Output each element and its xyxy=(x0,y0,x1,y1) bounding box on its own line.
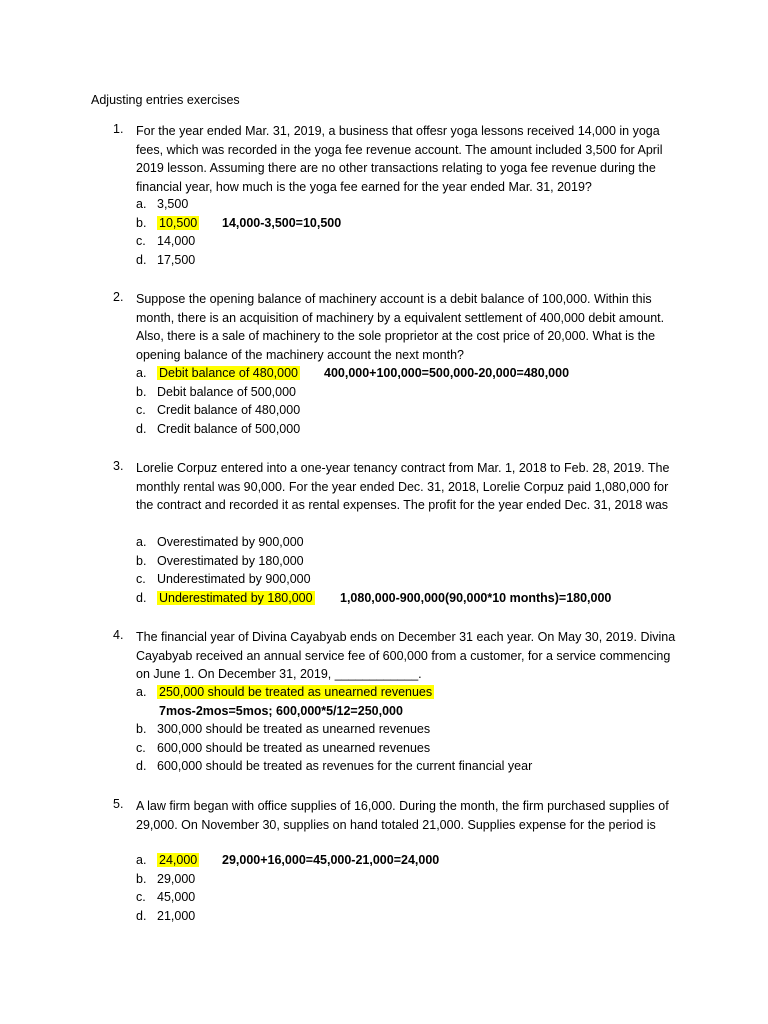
option-letter: d. xyxy=(136,252,147,267)
option-text-highlighted: 250,000 should be treated as unearned revenues xyxy=(159,685,433,699)
option-text: 3,500 xyxy=(157,197,189,211)
option-text: Underestimated by 900,000 xyxy=(157,572,311,587)
option-text: 600,000 should be treated as unearned revenues xyxy=(157,740,431,755)
solution-note: 400,000+100,000=500,000-20,000=480,000 xyxy=(324,366,570,380)
question-number: 2. xyxy=(113,290,124,304)
option-letter: b. xyxy=(136,553,147,568)
option-letter: d. xyxy=(136,590,147,605)
option-text: 600,000 should be treated as revenues for the current financial year xyxy=(157,759,533,774)
question-number: 1. xyxy=(113,122,124,136)
option-text: 300,000 should be treated as unearned revenues xyxy=(157,722,431,737)
question-number: 4. xyxy=(113,628,124,642)
option-letter: a. xyxy=(136,197,147,211)
option-text: Credit balance of 500,000 xyxy=(157,421,301,436)
question-text: For the year ended Mar. 31, 2019, a business that offesr yoga lessons received 14,000 in yoga fees, which was recorded in the yoga fee revenue account. The amount included 3,500 for April 2019 lesson. Assuming there are no other transactions relating to yoga fee revenue during the financial year, how much is the yoga fee earned for the year ended Mar. 31, 2019? xyxy=(136,124,663,194)
option-letter: c. xyxy=(136,234,146,249)
option-letter: a. xyxy=(136,685,147,699)
solution-note: 1,080,000-900,000(90,000*10 months)=180,000 xyxy=(340,590,612,605)
option-letter: c. xyxy=(136,890,146,905)
solution-note: 14,000-3,500=10,500 xyxy=(222,215,342,230)
option-text-highlighted: 10,500 xyxy=(159,215,198,230)
option-letter: c. xyxy=(136,572,146,587)
option-text: Debit balance of 500,000 xyxy=(157,384,296,399)
option-letter: a. xyxy=(136,366,147,380)
option-text: Overestimated by 900,000 xyxy=(157,535,304,549)
option-letter: d. xyxy=(136,759,147,774)
option-letter: d. xyxy=(136,908,147,923)
option-text: 29,000 xyxy=(157,871,196,886)
question-number: 3. xyxy=(113,459,124,473)
option-letter: c. xyxy=(136,740,146,755)
question-number: 5. xyxy=(113,797,124,811)
option-letter: a. xyxy=(136,853,147,867)
option-letter: b. xyxy=(136,215,147,230)
option-text-highlighted: Underestimated by 180,000 xyxy=(159,590,313,605)
option-text-highlighted: Debit balance of 480,000 xyxy=(159,366,298,380)
option-letter: c. xyxy=(136,403,146,418)
question-text: A law firm began with office supplies of 16,000. During the month, the firm purchased supplies of 29,000. On November 30, supplies on hand totaled 21,000. Supplies expense for the period is xyxy=(136,799,669,832)
option-letter: a. xyxy=(136,535,147,549)
solution-note: 29,000+16,000=45,000-21,000=24,000 xyxy=(222,853,440,867)
question-text: Lorelie Corpuz entered into a one-year tenancy contract from Mar. 1, 2018 to Feb. 28, 2019. The monthly rental was 90,000. For the year ended Dec. 31, 2018, Lorelie Corpuz paid 1,080,000 for the contract and recorded it as rental expenses. The profit for the year ended Dec. 31, 2018 was xyxy=(136,461,670,513)
option-letter: d. xyxy=(136,421,147,436)
question-text: Suppose the opening balance of machinery account is a debit balance of 100,000. Within this month, there is an acquisition of machinery by a equivalent settlement of 400,000 debit amount. Also, there is a sale of machinery to the sole proprietor at the cost price of 20,000. What is the opening balance of the machinery account the next month? xyxy=(136,292,665,362)
option-text-highlighted: 24,000 xyxy=(159,853,198,867)
question-text: The financial year of Divina Cayabyab ends on December 31 each year. On May 30, 2019. Divina Cayabyab received an annual service fee of 600,000 from a customer, for a service commencing on June 1. On December 31, 2019, ____________. xyxy=(136,630,676,682)
solution-note: 7mos-2mos=5mos; 600,000*5/12=250,000 xyxy=(159,703,403,718)
option-text: 45,000 xyxy=(157,890,196,905)
option-letter: b. xyxy=(136,722,147,737)
option-letter: b. xyxy=(136,871,147,886)
option-text: Overestimated by 180,000 xyxy=(157,553,304,568)
option-text: 17,500 xyxy=(157,252,196,267)
option-letter: b. xyxy=(136,384,147,399)
option-text: Credit balance of 480,000 xyxy=(157,403,301,418)
document-title: Adjusting entries exercises xyxy=(91,93,240,107)
option-text: 14,000 xyxy=(157,234,196,249)
option-text: 21,000 xyxy=(157,908,196,923)
